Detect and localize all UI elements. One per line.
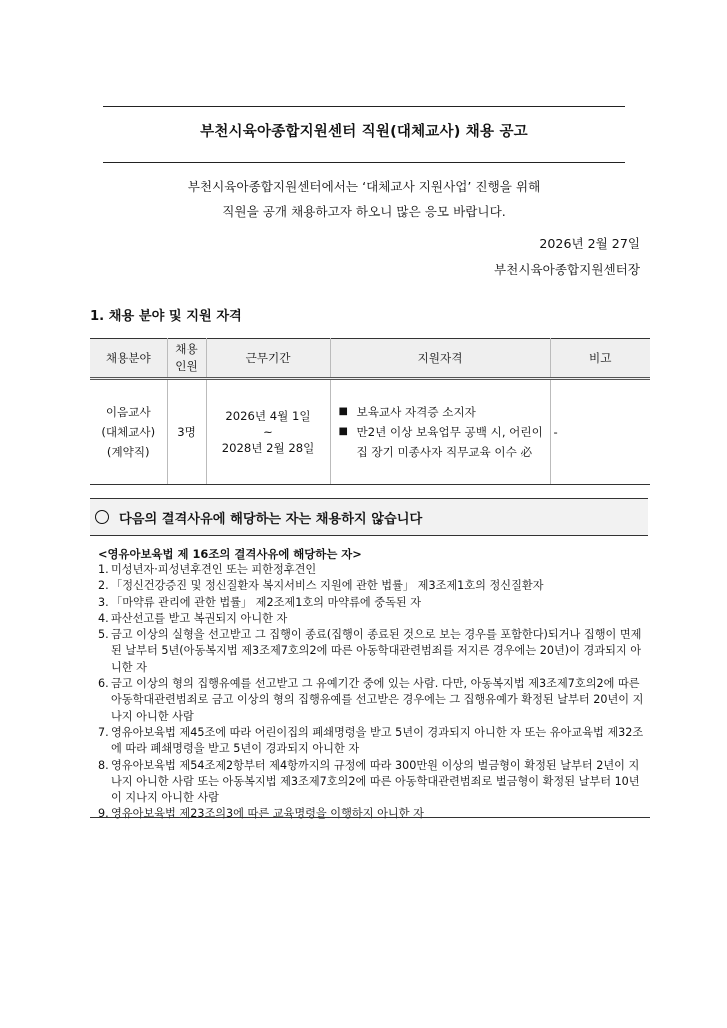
list-item: [98, 627, 650, 676]
qualification-text: 보육교사 자격증 소지자: [356, 405, 476, 419]
circle-icon: [95, 510, 109, 524]
notice-text: 다음의 결격사유에 해당하는 자는 채용하지 않습니다: [119, 511, 423, 527]
cell-qualification: [330, 379, 550, 485]
intro-line-2: 직원을 공개 채용하고자 하오니 많은 응모 바랍니다.: [222, 204, 506, 219]
square-bullet-icon: ■: [338, 426, 348, 437]
header-remarks: 비고: [550, 339, 650, 379]
list-item: [98, 676, 650, 725]
item-text: 영유아보육법 제23조의3에 따른 교육명령을 이행하지 아니한 자: [111, 807, 424, 821]
period-end: 2028년 2월 28일: [221, 441, 315, 455]
disqualification-heading: <영유아보육법 제 16조의 결격사유에 해당하는 자>: [98, 547, 362, 561]
item-number: 9.: [98, 807, 109, 821]
field-line-1: 이음교사: [105, 405, 151, 419]
item-number: 6.: [98, 677, 109, 691]
document-title: 부천시육아종합지원센터 직원(대체교사) 채용 공고: [200, 124, 528, 140]
qualification-item: [339, 422, 550, 462]
item-text: 금고 이상의 형의 집행유예를 선고받고 그 유예기간 중에 있는 사람. 다만, 아동복지법 제3조제7호의2에 따른 아동학대관련범죄로 금고 이상의 형의 집행유예를 선고받은 경우에는 그 집행유예가 확정된 날부터 20년이 지나지 아니한 사람: [111, 677, 644, 723]
header-count: [167, 339, 206, 379]
header-qualification: 지원자격: [330, 339, 550, 379]
list-item: [98, 562, 650, 578]
list-item: [98, 758, 650, 807]
item-text: 「정신건강증진 및 정신질환자 복지서비스 지원에 관한 법률」 제3조제1호의 정신질환자: [111, 579, 544, 593]
table-row: [90, 379, 650, 485]
disqualification-notice: [90, 498, 648, 536]
section-end-rule: [90, 817, 650, 818]
period-separator: ~: [263, 425, 273, 439]
item-number: 3.: [98, 595, 109, 609]
cell-field: [90, 379, 167, 485]
cell-remarks: -: [550, 379, 650, 485]
list-item: [98, 725, 650, 758]
cell-period: [206, 379, 330, 485]
list-item: [98, 806, 650, 822]
section-heading: 1. 채용 분야 및 지원 자격: [90, 309, 242, 324]
header-count-line-2: 인원: [175, 359, 198, 373]
square-bullet-icon: ■: [338, 406, 348, 417]
qualification-text: 만2년 이상 보육업무 공백 시, 어린이집 장기 미종사자 직무교육 이수 必: [356, 425, 543, 459]
header-period: 근무기간: [206, 339, 330, 379]
item-text: 영유아보육법 제45조에 따라 어린이집의 폐쇄명령을 받고 5년이 경과되지 아니한 자 또는 유아교육법 제32조에 따라 폐쇄명령을 받고 5년이 경과되지 아니한 자: [111, 725, 644, 756]
item-number: 5.: [98, 628, 109, 642]
list-item: [98, 595, 650, 611]
list-item: [98, 611, 650, 627]
period-start: 2026년 4월 1일: [225, 409, 311, 423]
qualification-item: [339, 402, 550, 422]
intro-line-1: 부천시육아종합지원센터에서는 ‘대체교사 지원사업’ 진행을 위해: [187, 179, 541, 194]
item-number: 1.: [98, 563, 109, 576]
title-top-rule: [103, 106, 625, 107]
field-line-2: (대체교사): [101, 425, 156, 439]
item-text: 영유아보육법 제54조제2항부터 제4항까지의 규정에 따라 300만원 이상의 벌금형이 확정된 날부터 2년이 지나지 아니한 사람 또는 아동복지법 제3조제7호의2에 따른 아동학대관련범죄로 벌금형이 확정된 날부터 10년이 지나지 아니한 사람: [111, 758, 640, 805]
item-text: 파산선고를 받고 복권되지 아니한 자: [111, 611, 288, 625]
list-item: [98, 578, 650, 594]
disqualification-list: [98, 562, 650, 823]
field-line-3: (계약직): [106, 445, 150, 459]
item-number: 7.: [98, 725, 109, 739]
recruitment-table: [90, 338, 650, 485]
item-number: 4.: [98, 611, 109, 625]
announcement-date: 2026년 2월 27일: [539, 236, 640, 251]
header-count-line-1: 채용: [175, 342, 198, 356]
item-number: 2.: [98, 579, 109, 593]
title-bottom-rule: [103, 162, 625, 163]
issuing-organization: 부천시육아종합지원센터장: [494, 262, 640, 277]
item-text: 미성년자·피성년후견인 또는 피한정후견인: [111, 563, 317, 576]
header-field: 채용분야: [90, 339, 167, 379]
table-header-row: [90, 339, 650, 379]
item-text: 「마약류 관리에 관한 법률」 제2조제1호의 마약류에 중독된 자: [111, 595, 422, 609]
item-number: 8.: [98, 758, 109, 772]
item-text: 금고 이상의 실형을 선고받고 그 집행이 종료(집행이 종료된 것으로 보는 경우를 포함한다)되거나 집행이 면제된 날부터 5년(아동복지법 제3조제7호의2에 따른 아동학대관련범죄를 저지른 경우에는 20년)이 경과되지 아니한 자: [111, 628, 642, 674]
cell-count: 3명: [167, 379, 206, 485]
